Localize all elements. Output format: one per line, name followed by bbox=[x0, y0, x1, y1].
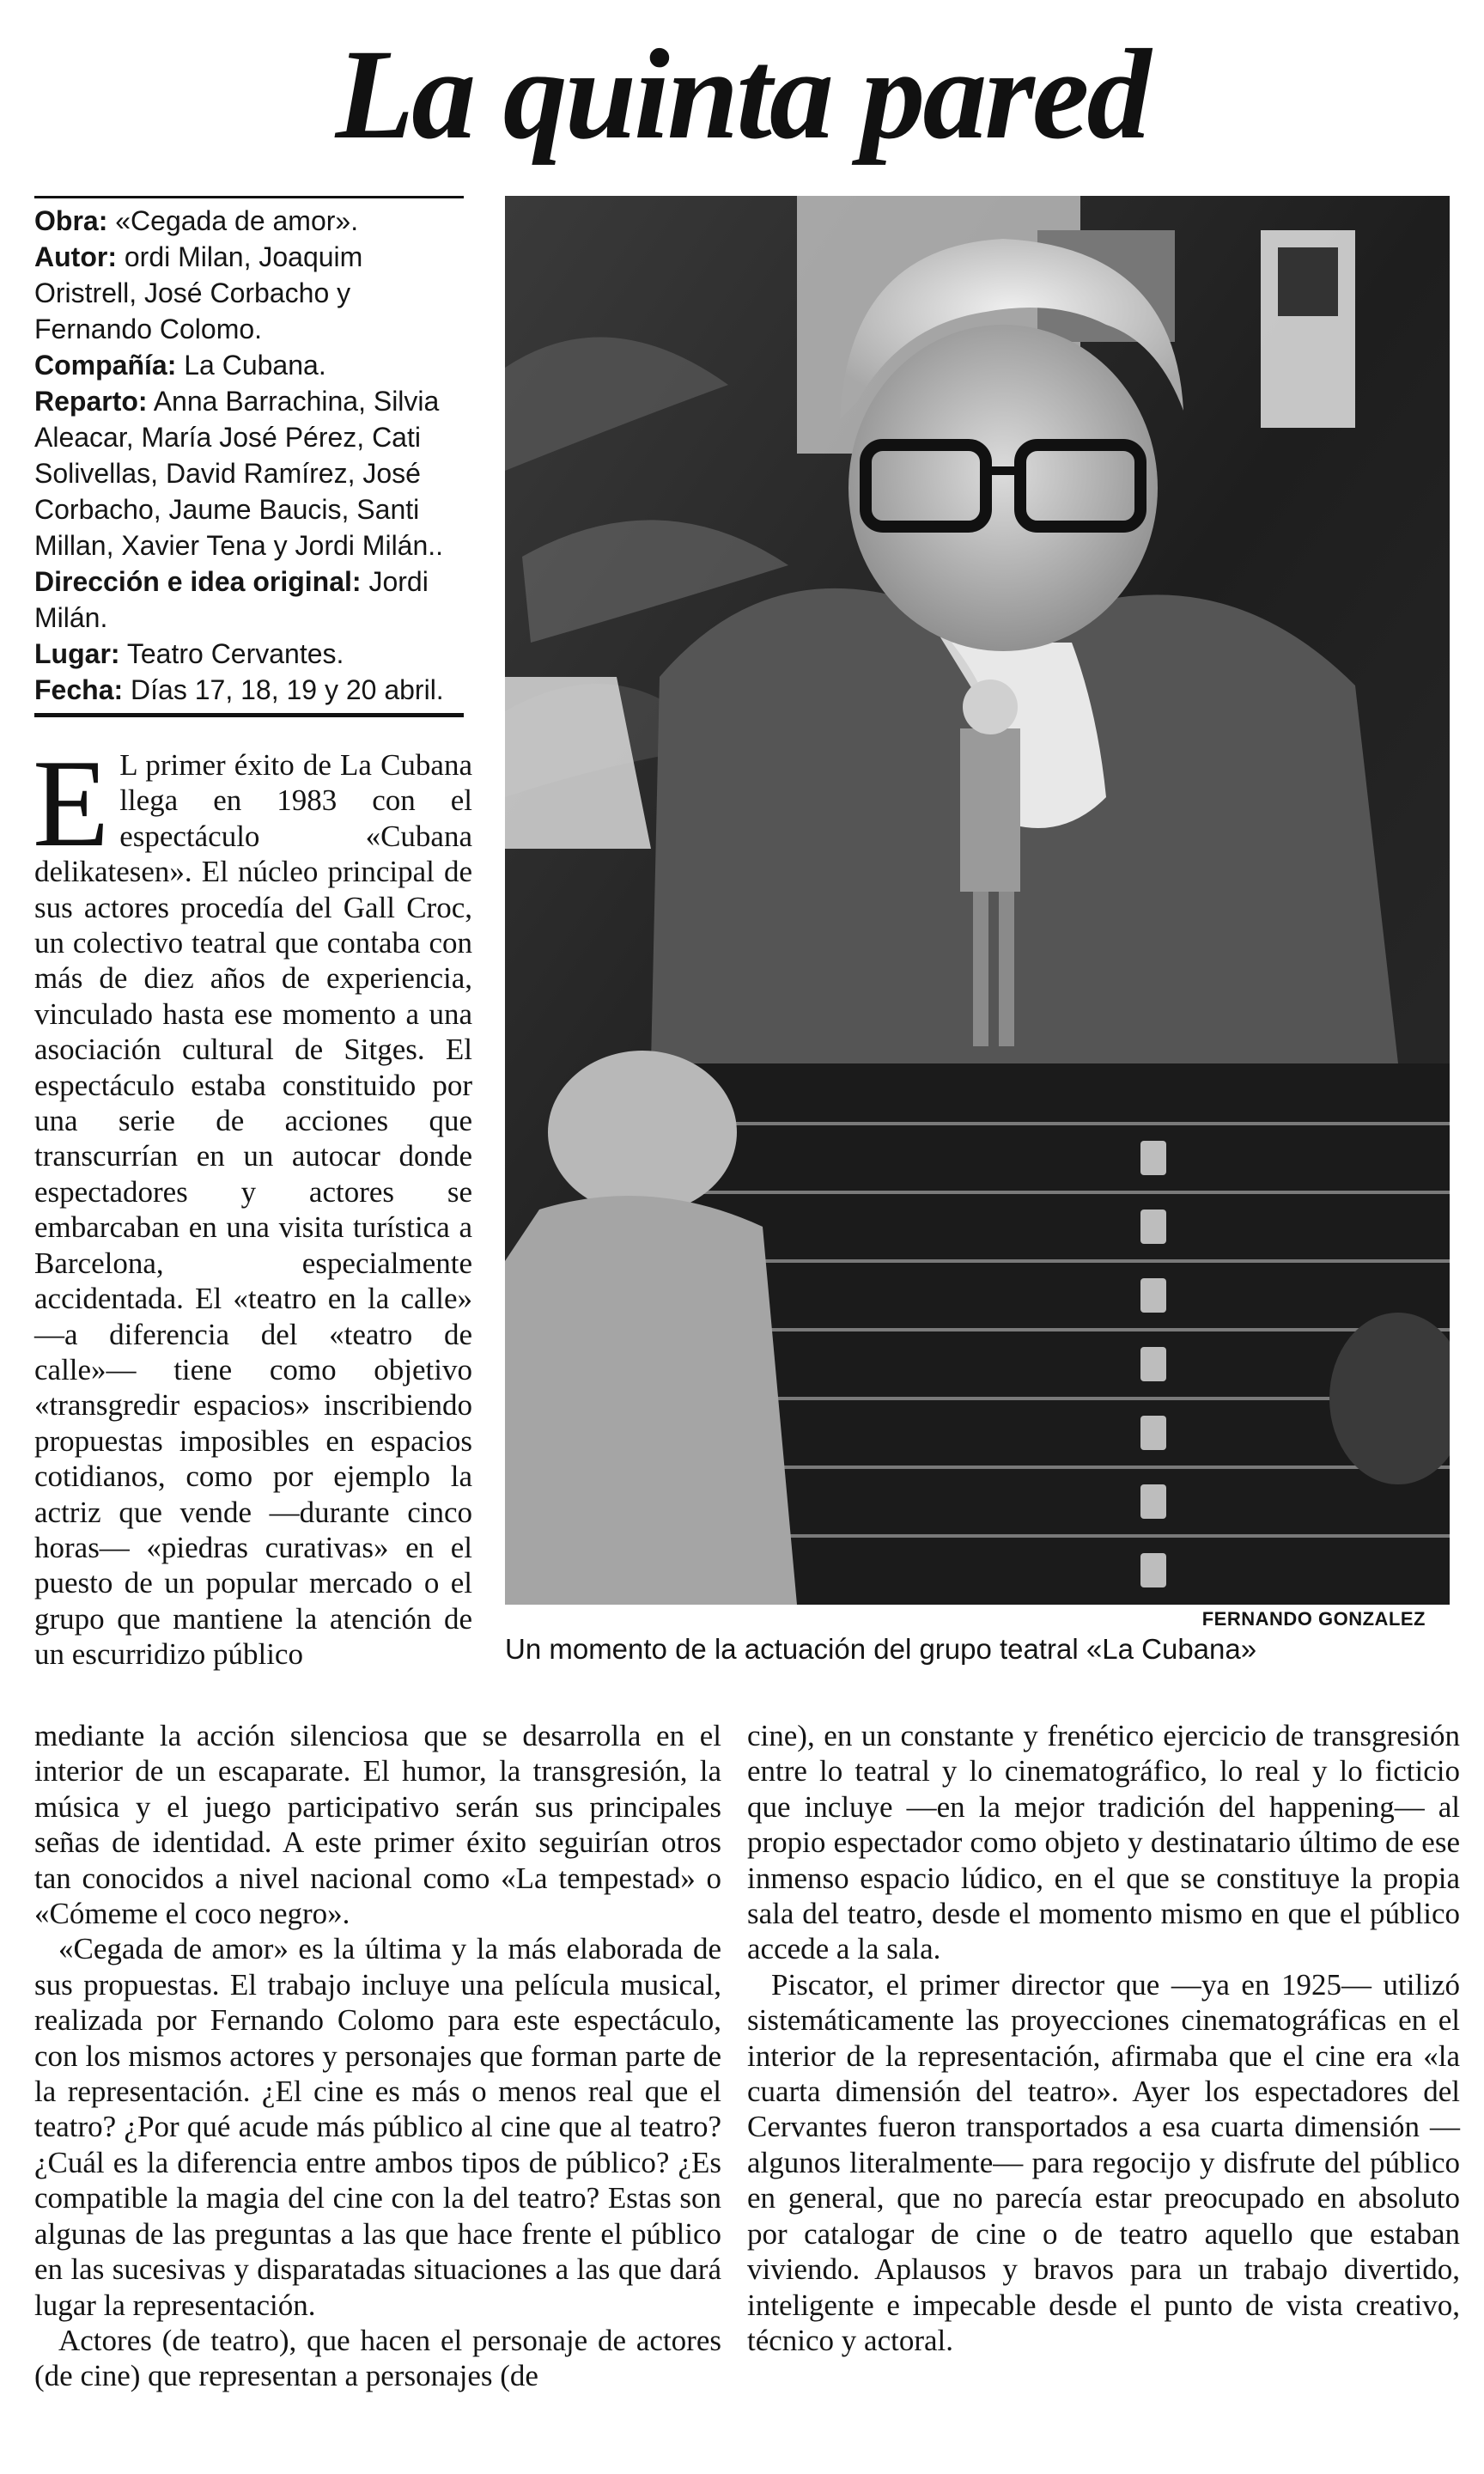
paragraph: Actores (de teatro), que hacen el personaje de actores (de cine) que representan a personajes (de bbox=[34, 2323, 721, 2393]
factsheet-bottom-rule bbox=[34, 713, 464, 717]
factsheet-compania bbox=[34, 347, 460, 383]
drop-cap: E bbox=[33, 734, 110, 873]
article-title: La quinta pared bbox=[335, 23, 1149, 166]
photo-caption: Un momento de la actuación del grupo teatral «La Cubana» bbox=[505, 1633, 1257, 1665]
fact-value: Teatro Cervantes. bbox=[126, 638, 344, 669]
fact-label: Obra: bbox=[34, 205, 108, 236]
fact-label: Lugar: bbox=[34, 638, 120, 669]
factsheet-direccion bbox=[34, 564, 460, 636]
article-lede bbox=[33, 734, 472, 1673]
fact-value: ordi Milan, Joaquim Oristrell, José Corbacho y Fernando Colomo. bbox=[34, 241, 363, 344]
fact-value: Anna Barrachina, Silvia Aleacar, María José Pérez, Cati Solivellas, David Ramírez, José Corbacho, Jaume Baucis, Santi Millan, Xavier Tena y Jordi Milán.. bbox=[34, 386, 444, 561]
fact-label: Reparto: bbox=[34, 386, 148, 417]
article-column-left bbox=[34, 1718, 721, 2394]
paragraph: mediante la acción silenciosa que se desarrolla en el interior de un escaparate. El humor, la transgresión, la música y el juego participativo serán sus principales señas de identidad. A este primer éxito seguirían otros tan conocidos a nivel nacional como «La tempestad» o «Cómeme el coco negro». bbox=[34, 1719, 721, 1931]
photo-illustration bbox=[505, 196, 1450, 1605]
factsheet-obra bbox=[34, 203, 460, 239]
paragraph: «Cegada de amor» es la última y la más elaborada de sus propuestas. El trabajo incluye una película musical, realizada por Fernando Colomo para este espectáculo, con los mismos actores y personajes que forman parte de la representación. ¿El cine es más o menos real que el teatro? ¿Por qué acude más público al cine que al teatro? ¿Cuál es la diferencia entre ambos tipos de público? ¿Es compatible la magia del cine con la del teatro? Estas son algunas de las preguntas a las que hace frente el público en las sucesivas y disparatadas situaciones a las que dará lugar la representación. bbox=[34, 1932, 721, 2322]
fact-value: Días 17, 18, 19 y 20 abril. bbox=[131, 674, 444, 705]
factsheet bbox=[34, 203, 460, 708]
fact-value: Jordi Milán. bbox=[34, 566, 429, 633]
fact-label: Fecha: bbox=[34, 674, 124, 705]
fact-label: Compañía: bbox=[34, 350, 177, 381]
factsheet-fecha bbox=[34, 672, 460, 708]
factsheet-autor bbox=[34, 239, 460, 347]
article-column-right bbox=[747, 1718, 1460, 2358]
paragraph: cine), en un constante y frenético ejercicio de transgresión entre lo teatral y lo cinematográfico, lo real y lo ficticio que incluye —en la mejor tradición del happening— al propio espectador como objeto y destinatario último de ese inmenso espacio lúdico, en el que se constituye la propia sala del teatro, desde el momento mismo en que el público accede a la sala. bbox=[747, 1719, 1460, 1966]
fact-label: Dirección e idea original: bbox=[34, 566, 362, 597]
factsheet-top-rule bbox=[34, 196, 464, 198]
photo-credit: FERNANDO GONZALEZ bbox=[1201, 1608, 1426, 1630]
article-photo bbox=[505, 196, 1450, 1605]
fact-label: Autor: bbox=[34, 241, 117, 272]
fact-value: «Cegada de amor». bbox=[115, 205, 359, 236]
fact-value: La Cubana. bbox=[184, 350, 326, 381]
lede-text: L primer éxito de La Cubana llega en 1983 con el espectáculo «Cubana delikatesen». El núcleo principal de sus actores procedía del Gall Croc, un colectivo teatral que contaba con más de diez años de experiencia, vinculado hasta ese momento a una asociación cultural de Sitges. El espectáculo estaba constituido por una serie de acciones que transcurrían en un autocar donde espectadores y actores se embarcaban en una visita turística a Barcelona, especialmente accidentada. El «teatro en la calle» —a diferencia del «teatro de calle»— tiene como objetivo «transgredir espacios» inscribiendo propuestas imposibles en espacios cotidianos, como por ejemplo la actriz que vende —durante cinco horas— «piedras curativas» en el puesto de un popular mercado o el grupo que mantiene la atención de un escurridizo público bbox=[34, 748, 472, 1672]
paragraph: Piscator, el primer director que —ya en 1925— utilizó sistemáticamente las proyecciones cinematográficas en el interior de la representación, afirmaba que el cine era «la cuarta dimensión del teatro». Ayer los espectadores del Cervantes fueron transportados a esa cuarta dimensión —algunos literalmente— para regocijo y disfrute del público en general, que no parecía estar preocupado en absoluto por catalogar de cine o de teatro aquello que estaban viviendo. Aplausos y bravos para un trabajo divertido, inteligente e impecable desde el punto de vista creativo, técnico y actoral. bbox=[747, 1967, 1460, 2357]
factsheet-reparto bbox=[34, 383, 460, 564]
factsheet-lugar bbox=[34, 636, 460, 672]
